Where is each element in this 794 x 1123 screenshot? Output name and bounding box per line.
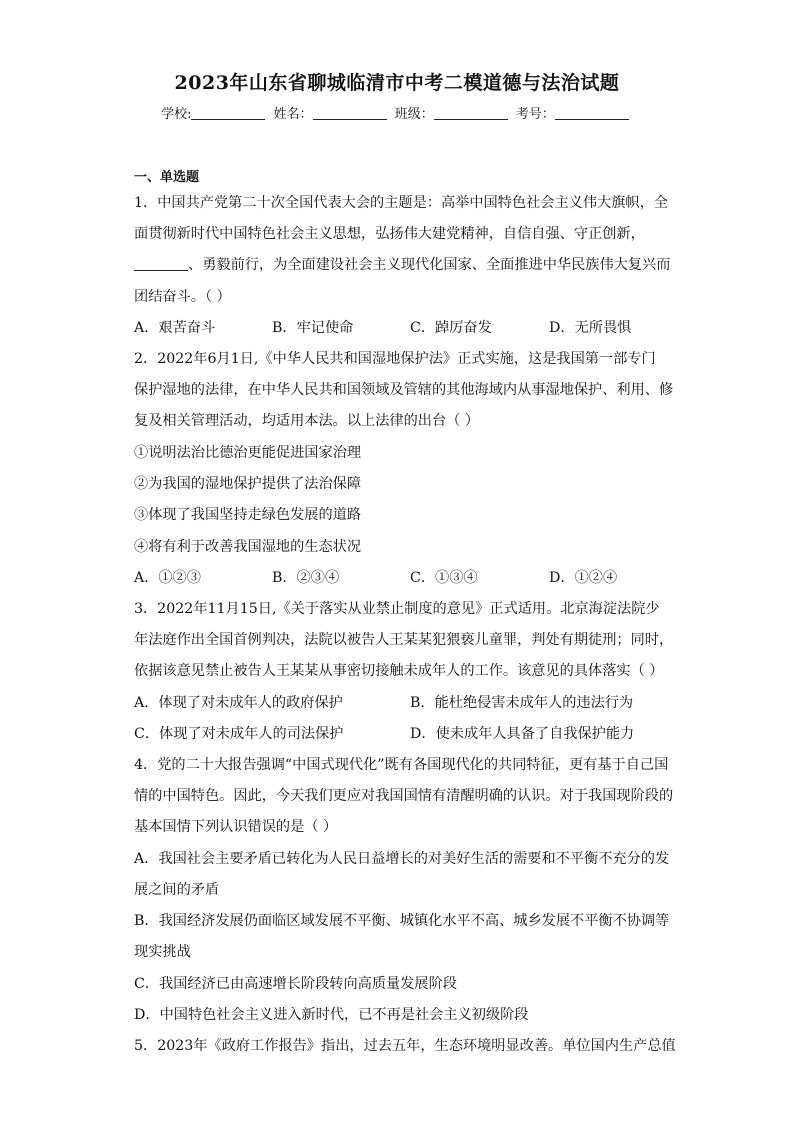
q4-stem-line: 4．党的二十大报告强调“中国式现代化”既有各国现代化的共同特征，更有基于自己国 — [134, 757, 669, 773]
q2-option-d[interactable]: D．①②④ — [549, 570, 618, 586]
q3-stem-line: 依据该意见禁止被告人王某某从事密切接触未成年人的工作。该意见的具体落实（ ） — [134, 663, 664, 679]
q5-stem-line: 5．2023年《政府工作报告》指出，过去五年，生态环境明显改善。单位国内生产总值 — [134, 1038, 676, 1054]
school-label: 学校: — [161, 107, 192, 122]
q1-stem-line: 1．中国共产党第二十次全国代表大会的主题是：高举中国特色社会主义伟大旗帜，全 — [134, 195, 668, 211]
q1-answer-blank — [134, 256, 188, 271]
q4-option-b-continued[interactable]: 现实挑战 — [134, 944, 191, 960]
q2-option-b[interactable]: B．②③④ — [272, 570, 340, 586]
q4-option-a[interactable]: A．我国社会主要矛盾已转化为人民日益增长的对美好生活的需要和不平衡不充分的发 — [134, 851, 670, 867]
class-blank[interactable] — [434, 105, 508, 120]
q4-option-c[interactable]: C．我国经济已由高速增长阶段转向高质量发展阶段 — [134, 976, 457, 992]
q3-stem-line: 年法庭作出全国首例判决，法院以被告人王某某犯猥亵儿童罪，判处有期徒刑；同时， — [134, 632, 674, 648]
q2-statement-2: ②为我国的湿地保护提供了法治保障 — [134, 476, 362, 492]
q4-option-d[interactable]: D．中国特色社会主义进入新时代，已不再是社会主义初级阶段 — [134, 1007, 529, 1023]
q1-stem-text: 、勇毅前行，为全面建设社会主义现代化国家、全面推进中华民族伟大复兴而 — [188, 257, 671, 273]
q3-option-b[interactable]: B．能杜绝侵害未成年人的违法行为 — [410, 695, 634, 711]
q2-stem-line: 复及相关管理活动，均适用本法。以上法律的出台（ ） — [134, 413, 480, 429]
q1-option-b[interactable]: B．牢记使命 — [272, 320, 354, 336]
q4-stem-line: 情的中国特色。因此，今天我们更应对我国国情有清醒明确的认识。对于我国现阶段的 — [134, 788, 674, 804]
q4-option-b[interactable]: B．我国经济发展仍面临区域发展不平衡、城镇化水平不高、城乡发展不平衡不协调等 — [134, 913, 670, 929]
student-info-row — [0, 103, 794, 122]
number-label: 考号： — [515, 107, 555, 122]
q2-statement-3: ③体现了我国坚持走绿色发展的道路 — [134, 507, 362, 523]
page-title: 2023年山东省聊城临清市中考二模道德与法治试题 — [174, 72, 620, 94]
q1-stem-line: 团结奋斗。（ ） — [134, 289, 231, 305]
q2-statement-4: ④将有利于改善我国湿地的生态状况 — [134, 539, 362, 555]
q1-option-c[interactable]: C．踔厉奋发 — [410, 320, 492, 336]
school-blank[interactable] — [191, 105, 265, 120]
q2-option-c[interactable]: C．①③④ — [410, 570, 478, 586]
q3-stem-line: 3．2022年11月15日,《关于落实从业禁止制度的意见》正式适用。北京海淀法院少 — [134, 601, 660, 617]
q2-stem-line: 保护湿地的法律，在中华人民共和国领域及管辖的其他海域内从事湿地保护、利用、修 — [134, 382, 674, 398]
class-label: 班级： — [394, 107, 434, 122]
q1-option-d[interactable]: D．无所畏惧 — [549, 320, 632, 336]
q4-option-a-continued[interactable]: 展之间的矛盾 — [134, 882, 220, 898]
q3-option-a[interactable]: A．体现了对未成年人的政府保护 — [134, 695, 343, 711]
section-heading: 一、单选题 — [134, 170, 200, 185]
number-blank[interactable] — [555, 105, 629, 120]
q2-stem-line: 2．2022年6月1日,《中华人民共和国湿地保护法》正式实施，这是我国第一部专门 — [134, 351, 656, 367]
q1-stem-line — [134, 254, 670, 274]
q4-stem-line: 基本国情下列认识错误的是（ ） — [134, 819, 338, 835]
q2-option-a[interactable]: A．①②③ — [134, 570, 201, 586]
q1-stem-line: 面贯彻新时代中国特色社会主义思想，弘扬伟大建党精神，自信自强、守正创新， — [134, 226, 645, 242]
q1-option-a[interactable]: A．艰苦奋斗 — [134, 320, 216, 336]
q2-statement-1: ①说明法治比德治更能促进国家治理 — [134, 445, 362, 461]
name-label: 姓名： — [273, 107, 313, 122]
q3-option-c[interactable]: C．体现了对未成年人的司法保护 — [134, 726, 344, 742]
name-blank[interactable] — [313, 105, 387, 120]
q3-option-d[interactable]: D．使未成年人具备了自我保护能力 — [410, 726, 635, 742]
